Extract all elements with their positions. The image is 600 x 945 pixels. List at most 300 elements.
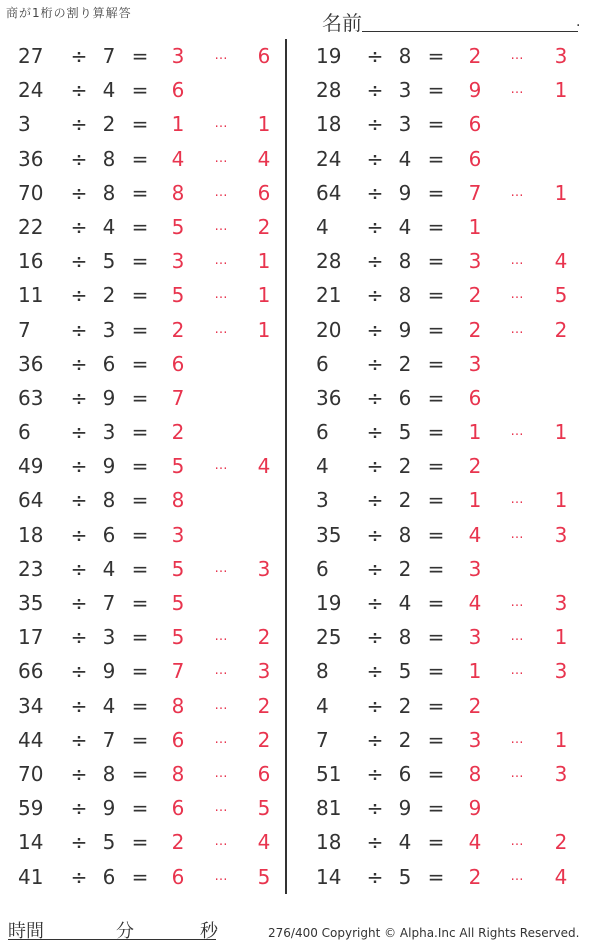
dividend: 19 [316,591,342,615]
remainder: 2 [257,727,271,752]
problem-row [0,415,290,449]
problem-row [0,347,290,381]
division-sign: ÷ [70,864,88,889]
equals-sign: = [131,214,149,239]
division-sign: ÷ [70,351,88,376]
remainder: 3 [554,522,568,547]
problem-row [300,552,590,586]
dividend: 3 [18,112,31,137]
dividend: 11 [18,283,44,308]
quotient: 2 [468,454,482,479]
divisor: 8 [102,488,116,513]
remainder-marker: … [214,765,228,781]
problem-row [300,483,590,517]
division-sign: ÷ [70,591,88,615]
dividend: 36 [316,385,342,410]
quotient: 2 [171,830,185,855]
quotient: 6 [468,385,482,410]
time-underline [8,939,216,940]
problem-row [300,449,590,483]
divisor: 9 [102,659,116,684]
dividend: 70 [18,180,44,205]
problem-row [300,586,590,620]
equals-sign: = [131,385,149,410]
remainder-marker: … [214,48,228,63]
dividend: 36 [18,351,44,376]
divisor: 8 [398,522,412,547]
division-sign: ÷ [70,146,88,171]
remainder-marker: … [510,526,524,542]
quotient: 5 [171,556,185,581]
remainder-marker: … [214,868,228,884]
divisor: 2 [398,727,412,752]
remainder-marker: … [510,424,524,440]
problem-row [300,176,590,210]
dividend: 24 [316,146,342,171]
problem-row [0,313,290,347]
division-sign: ÷ [70,180,88,205]
dividend: 4 [316,454,329,479]
quotient: 8 [171,488,185,513]
remainder-marker: … [510,629,524,645]
remainder-marker: … [214,116,228,132]
equals-sign: = [427,214,445,239]
remainder: 1 [554,180,568,205]
remainder-marker: … [510,663,524,679]
dividend: 17 [18,625,44,650]
equals-sign: = [131,454,149,479]
remainder-marker: … [214,800,228,816]
division-sign: ÷ [366,44,384,68]
problem-row [300,654,590,688]
quotient: 7 [171,385,185,410]
problem-row [0,142,290,176]
division-sign: ÷ [70,214,88,239]
name-end-dot: . [576,14,581,30]
dividend: 51 [316,761,342,786]
divisor: 5 [398,659,412,684]
problem-row [300,347,590,381]
division-sign: ÷ [366,385,384,410]
problem-row [0,210,290,244]
quotient: 6 [171,796,185,821]
remainder: 2 [257,625,271,650]
remainder-marker: … [510,731,524,747]
dividend: 28 [316,249,342,274]
dividend: 34 [18,693,44,718]
remainder: 1 [257,317,271,342]
left-problem-column [0,39,290,894]
remainder: 6 [257,180,271,205]
dividend: 59 [18,796,44,821]
division-sign: ÷ [366,420,384,445]
dividend: 20 [316,317,342,342]
equals-sign: = [131,146,149,171]
divisor: 4 [398,146,412,171]
quotient: 6 [171,864,185,889]
divisor: 3 [102,420,116,445]
quotient: 1 [468,214,482,239]
remainder: 2 [257,693,271,718]
problem-row [0,620,290,654]
dividend: 6 [316,420,329,445]
remainder-marker: … [214,629,228,645]
equals-sign: = [131,351,149,376]
problem-row [0,825,290,859]
dividend: 21 [316,283,342,308]
quotient: 4 [468,830,482,855]
division-sign: ÷ [70,693,88,718]
divisor: 2 [398,556,412,581]
divisor: 7 [102,44,116,68]
problem-row [300,860,590,894]
equals-sign: = [427,112,445,137]
remainder: 5 [257,796,271,821]
remainder-marker: … [510,287,524,303]
division-sign: ÷ [70,283,88,308]
dividend: 18 [316,112,342,137]
division-sign: ÷ [366,283,384,308]
quotient: 6 [171,727,185,752]
equals-sign: = [427,78,445,103]
divisor: 2 [102,112,116,137]
divisor: 7 [102,727,116,752]
problem-row [0,39,290,73]
quotient: 7 [468,180,482,205]
remainder-marker: … [510,48,524,63]
equals-sign: = [427,385,445,410]
division-sign: ÷ [366,522,384,547]
quotient: 8 [468,761,482,786]
dividend: 18 [316,830,342,855]
problem-row [0,654,290,688]
remainder-marker: … [510,184,524,200]
remainder: 3 [257,659,271,684]
quotient: 5 [171,625,185,650]
quotient: 2 [468,693,482,718]
dividend: 36 [18,146,44,171]
equals-sign: = [427,454,445,479]
remainder-marker: … [510,82,524,98]
dividend: 64 [18,488,44,513]
division-sign: ÷ [70,44,88,68]
remainder-marker: … [214,150,228,166]
divisor: 4 [398,830,412,855]
equals-sign: = [427,351,445,376]
divisor: 9 [102,385,116,410]
remainder-marker: … [510,492,524,508]
dividend: 6 [316,556,329,581]
division-sign: ÷ [366,864,384,889]
dividend: 7 [316,727,329,752]
remainder: 4 [257,830,271,855]
division-sign: ÷ [70,454,88,479]
divisor: 6 [398,385,412,410]
equals-sign: = [427,693,445,718]
divisor: 2 [398,693,412,718]
problem-row [300,278,590,312]
division-sign: ÷ [366,727,384,752]
division-sign: ÷ [366,796,384,821]
worksheet-title: 商が1桁の割り算解答 [6,6,132,20]
division-sign: ÷ [70,317,88,342]
divisor: 2 [398,454,412,479]
remainder: 3 [257,556,271,581]
divisor: 8 [102,180,116,205]
remainder: 4 [554,249,568,274]
problem-row [0,586,290,620]
problem-row [300,415,590,449]
dividend: 25 [316,625,342,650]
remainder: 1 [554,488,568,513]
division-sign: ÷ [366,78,384,103]
equals-sign: = [427,420,445,445]
division-sign: ÷ [366,830,384,855]
problem-row [300,142,590,176]
name-field-line [362,31,578,32]
problem-row [0,73,290,107]
seconds-label: 秒 [200,921,218,942]
dividend: 19 [316,44,342,68]
remainder: 5 [554,283,568,308]
problem-row [300,757,590,791]
division-sign: ÷ [366,659,384,684]
remainder: 3 [554,761,568,786]
quotient: 2 [171,420,185,445]
remainder-marker: … [510,868,524,884]
equals-sign: = [131,522,149,547]
dividend: 23 [18,556,44,581]
equals-sign: = [427,625,445,650]
quotient: 5 [171,454,185,479]
problem-row [0,176,290,210]
equals-sign: = [131,78,149,103]
remainder-marker: … [214,560,228,576]
remainder-marker: … [510,765,524,781]
quotient: 4 [171,146,185,171]
division-sign: ÷ [70,112,88,137]
division-sign: ÷ [70,659,88,684]
remainder-marker: … [510,253,524,269]
division-sign: ÷ [366,180,384,205]
equals-sign: = [427,591,445,615]
division-sign: ÷ [366,214,384,239]
remainder-marker: … [510,834,524,850]
remainder: 6 [257,761,271,786]
dividend: 14 [18,830,44,855]
equals-sign: = [427,146,445,171]
remainder-marker: … [214,697,228,713]
remainder: 2 [554,317,568,342]
remainder-marker: … [214,218,228,234]
problem-row [0,483,290,517]
dividend: 8 [316,659,329,684]
dividend: 14 [316,864,342,889]
dividend: 6 [18,420,31,445]
remainder-marker: … [214,731,228,747]
quotient: 3 [468,625,482,650]
equals-sign: = [131,796,149,821]
equals-sign: = [131,317,149,342]
dividend: 41 [18,864,44,889]
division-sign: ÷ [366,351,384,376]
division-sign: ÷ [366,556,384,581]
equals-sign: = [131,761,149,786]
divisor: 7 [102,591,116,615]
remainder-marker: … [214,253,228,269]
division-sign: ÷ [366,761,384,786]
remainder: 1 [554,78,568,103]
divisor: 6 [398,761,412,786]
quotient: 2 [468,44,482,68]
divisor: 4 [102,693,116,718]
problem-row [300,244,590,278]
quotient: 7 [171,659,185,684]
quotient: 8 [171,761,185,786]
division-sign: ÷ [366,625,384,650]
quotient: 2 [171,317,185,342]
quotient: 4 [468,522,482,547]
equals-sign: = [131,830,149,855]
division-sign: ÷ [366,693,384,718]
quotient: 1 [171,112,185,137]
remainder: 4 [554,864,568,889]
divisor: 8 [398,44,412,68]
divisor: 5 [398,420,412,445]
divisor: 3 [398,112,412,137]
divisor: 8 [398,625,412,650]
remainder: 2 [554,830,568,855]
problem-row [0,244,290,278]
division-sign: ÷ [70,556,88,581]
equals-sign: = [427,761,445,786]
dividend: 35 [316,522,342,547]
dividend: 70 [18,761,44,786]
equals-sign: = [427,44,445,68]
division-sign: ÷ [70,420,88,445]
quotient: 6 [468,112,482,137]
equals-sign: = [427,796,445,821]
quotient: 5 [171,214,185,239]
quotient: 6 [468,146,482,171]
divisor: 9 [102,454,116,479]
division-sign: ÷ [70,522,88,547]
dividend: 27 [18,44,44,68]
problem-row [300,107,590,141]
quotient: 4 [468,591,482,615]
quotient: 2 [468,283,482,308]
equals-sign: = [427,556,445,581]
equals-sign: = [427,488,445,513]
copyright-notice: 276/400 Copyright © Alpha.Inc All Rights Reserved. [268,926,580,940]
equals-sign: = [427,249,445,274]
remainder: 3 [554,44,568,68]
equals-sign: = [427,659,445,684]
division-sign: ÷ [366,317,384,342]
right-problem-column [300,39,590,894]
problem-row [300,381,590,415]
remainder: 4 [257,146,271,171]
divisor: 9 [102,796,116,821]
remainder: 1 [257,283,271,308]
quotient: 6 [171,351,185,376]
equals-sign: = [131,727,149,752]
problem-row [0,278,290,312]
equals-sign: = [427,864,445,889]
remainder: 3 [554,659,568,684]
divisor: 6 [102,522,116,547]
dividend: 49 [18,454,44,479]
quotient: 2 [468,864,482,889]
problem-row [0,518,290,552]
equals-sign: = [131,488,149,513]
divisor: 5 [102,830,116,855]
time-label: 時間 [8,921,44,942]
dividend: 4 [316,693,329,718]
divisor: 4 [398,591,412,615]
quotient: 1 [468,488,482,513]
name-area [322,4,584,34]
divisor: 4 [102,78,116,103]
divisor: 3 [398,78,412,103]
equals-sign: = [427,180,445,205]
divisor: 4 [398,214,412,239]
division-sign: ÷ [70,249,88,274]
problem-row [300,723,590,757]
division-sign: ÷ [366,454,384,479]
equals-sign: = [427,830,445,855]
quotient: 9 [468,796,482,821]
quotient: 3 [171,44,185,68]
dividend: 64 [316,180,342,205]
remainder-marker: … [214,287,228,303]
quotient: 5 [171,283,185,308]
equals-sign: = [131,420,149,445]
quotient: 3 [468,556,482,581]
problem-row [0,723,290,757]
dividend: 81 [316,796,342,821]
problem-row [300,313,590,347]
dividend: 44 [18,727,44,752]
divisor: 2 [398,488,412,513]
problem-row [300,39,590,73]
equals-sign: = [131,283,149,308]
division-sign: ÷ [366,591,384,615]
problem-row [0,860,290,894]
quotient: 3 [171,522,185,547]
dividend: 66 [18,659,44,684]
divisor: 8 [102,146,116,171]
equals-sign: = [131,693,149,718]
dividend: 6 [316,351,329,376]
dividend: 4 [316,214,329,239]
remainder: 3 [554,591,568,615]
remainder: 1 [554,727,568,752]
remainder: 1 [554,625,568,650]
equals-sign: = [131,112,149,137]
problem-row [0,381,290,415]
dividend: 24 [18,78,44,103]
problem-row [300,210,590,244]
division-sign: ÷ [70,625,88,650]
division-sign: ÷ [366,249,384,274]
problem-row [300,825,590,859]
equals-sign: = [131,249,149,274]
division-sign: ÷ [366,488,384,513]
name-label: 名前 [322,11,362,35]
divisor: 8 [102,761,116,786]
remainder: 1 [257,249,271,274]
